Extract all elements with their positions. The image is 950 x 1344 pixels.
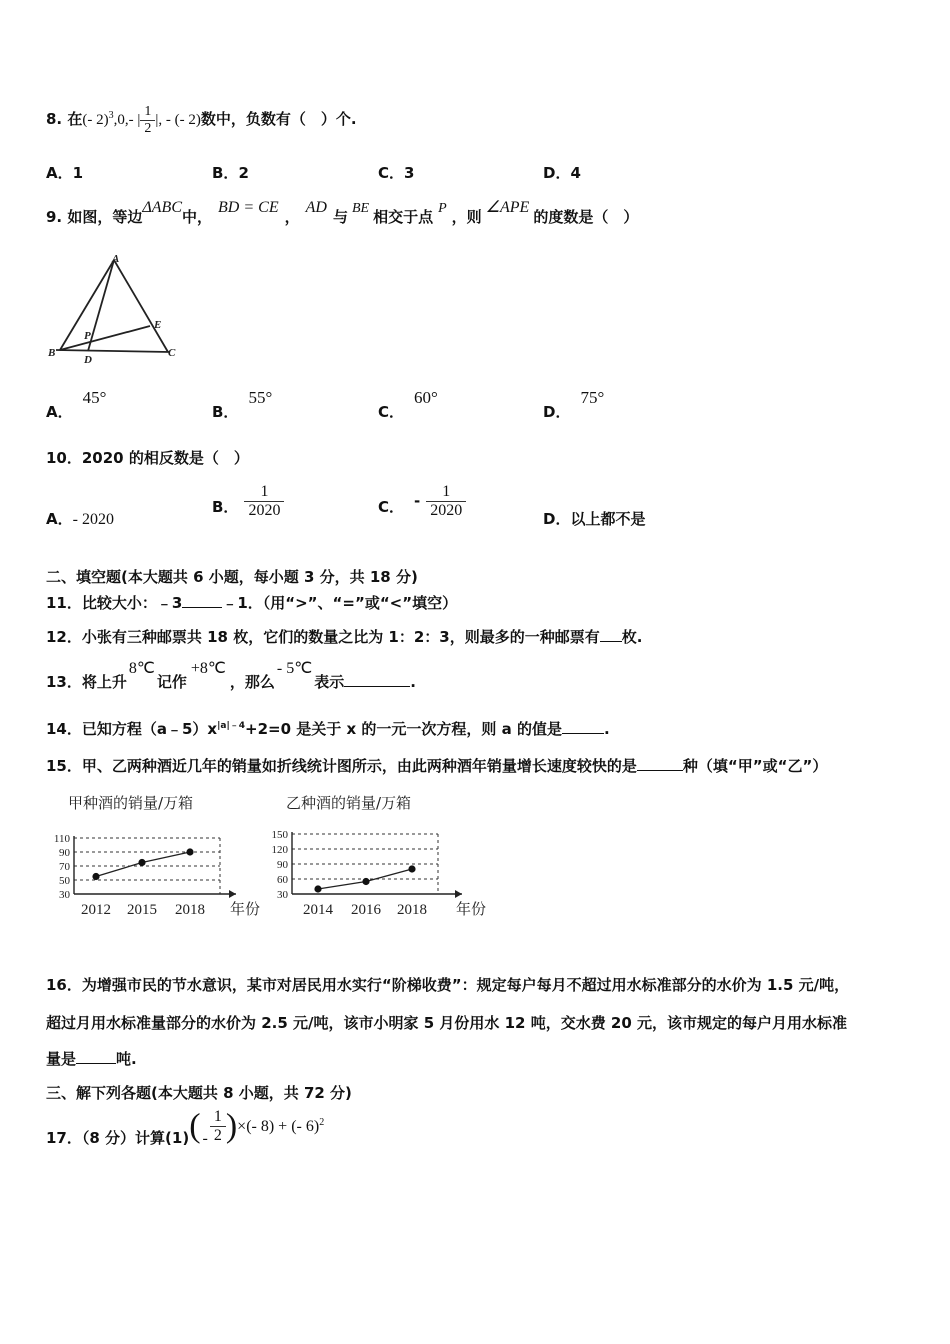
section-2-heading: 二、填空题(本大题共 6 小题，每小题 3 分，共 18 分) [46, 568, 418, 586]
data-point [138, 859, 145, 866]
q9-text-7: 的度数是（ ） [533, 208, 639, 226]
q12-stem: 12．小张有三种邮票共 18 枚，它们的数量之比为 1：2：3，则最多的一种邮票有 枚. [46, 628, 643, 646]
x-tick-label: 2016 [351, 902, 381, 918]
q13-blank[interactable] [344, 686, 410, 687]
q9-math-3: AD [305, 199, 327, 216]
y-tick-label: 60 [277, 874, 288, 886]
q9-math-1: ΔABC [142, 199, 182, 216]
q14-stem: 14．已知方程$(a﹣5)x^{|a|﹣4}+2=0$ 是关于 x 的一元一次方程，则 a 的值是 . [46, 720, 610, 738]
label-c: C [168, 347, 176, 359]
q9-math-2: BD = CE [218, 199, 279, 216]
y-tick-label: 50 [59, 875, 70, 887]
q9-option-a: A．45° [46, 388, 107, 421]
y-tick-label: 110 [53, 833, 70, 845]
q13-math-1: 8℃ [128, 660, 155, 677]
q10-option-d: D．以上都不是 [543, 510, 646, 528]
chart-title: 甲种酒的销量/万箱 [68, 794, 194, 812]
x-tick-label: 2018 [397, 902, 427, 918]
q8-number: 8. [46, 109, 63, 128]
data-point [408, 865, 415, 872]
q8-end: |, ‑ (‑ 2) [155, 111, 201, 128]
q9-math-4: BE [351, 201, 370, 216]
segment-be [60, 326, 150, 350]
q13-math-3: ‑ 5℃ [276, 660, 313, 677]
q9-option-c: C．60° [378, 388, 438, 421]
q9-stem [46, 196, 638, 228]
q10-option-b: B． $\frac{1}{2020}$ [212, 483, 284, 520]
y-tick-label: 70 [59, 861, 70, 873]
q9-option-d: D．75° [543, 388, 605, 421]
q8-base: (‑ 2) [82, 111, 109, 128]
x-tick-label: 2014 [303, 902, 333, 918]
q8-post: 数中，负数有（ ）个. [200, 109, 357, 128]
label-a: A [112, 253, 120, 265]
q17-frac-d: 2 [213, 1127, 222, 1144]
q9-text-5: 相交于点 [373, 208, 434, 226]
y-tick-label: 90 [277, 859, 288, 871]
q10-option-a: A．‑ 2020 [46, 510, 114, 528]
x-axis-label: 年份 [230, 900, 261, 918]
q10-b-frac-n: 1 [244, 483, 284, 502]
label-d: D [84, 354, 92, 366]
q16-line-2: 超过月用水标准量部分的水价为 2.5 元/吨，该市小明家 5 月份用水 12 吨，交水费 20 元，该市规定的每户月用水标准 [46, 1014, 848, 1032]
q9-text-2: 中， [182, 208, 213, 226]
q8-option-c: C．3 [378, 164, 415, 182]
side-ac [114, 260, 168, 352]
y-tick-label: 120 [271, 844, 288, 856]
y-tick-label: 90 [59, 847, 70, 859]
q11-blank[interactable] [182, 607, 222, 608]
q9-math-6: ∠APE [485, 199, 530, 216]
q17-stem: 17．（8 分）计算(1)( ‑ $\frac{1}{2}$ )×(‑ 8) + (‑ 6)$^2$ [46, 1107, 325, 1147]
q8-option-d: D．4 [543, 164, 581, 182]
q10-c-frac-n: 1 [426, 483, 466, 502]
q8-exp: 3 [108, 109, 114, 121]
q17-rest: ×(‑ 8) + (‑ 6) [237, 1118, 320, 1135]
q13-math-2: +8℃ [190, 660, 226, 677]
q9-text-1: 如图，等边 [67, 208, 143, 226]
chart-yi [266, 792, 486, 917]
q9-text-6: ，则 [451, 208, 482, 226]
side-bc [56, 350, 170, 352]
data-point [186, 848, 193, 855]
x-tick-label: 2015 [127, 902, 157, 918]
q16-line-3: 量是 吨. [46, 1050, 137, 1068]
q11-stem: 11．比较大小：﹣3 ﹣1．（用“>”、“=”或“<”填空） [46, 594, 458, 612]
label-p: P [84, 330, 91, 342]
q9-text-3: ， [284, 208, 300, 226]
y-tick-label: 150 [271, 829, 288, 841]
data-point [92, 873, 99, 880]
x-axis-arrow [229, 890, 236, 898]
q16-line-1: 16．为增强市民的节水意识，某市对居民用水实行“阶梯收费”：规定每户每月不超过用水标准部分的水价为 1.5 元/吨， [46, 976, 850, 994]
q17-exp: 2 [319, 1117, 325, 1128]
q9-triangle-figure [46, 252, 186, 368]
q9-number: 9. [46, 208, 63, 226]
q8-stem [46, 104, 357, 137]
q13-stem: 13．将上升8℃记作+8℃，那么‑ 5℃表示 . [46, 660, 416, 691]
q8-frac-d: 2 [144, 121, 152, 136]
q12-blank[interactable] [600, 641, 622, 642]
x-axis-arrow [455, 890, 462, 898]
q16-blank[interactable] [76, 1063, 116, 1064]
data-point [362, 878, 369, 885]
q8-option-b: B．2 [212, 164, 249, 182]
q15-blank[interactable] [637, 770, 683, 771]
q10-c-frac-d: 2020 [430, 502, 463, 519]
q10-stem: 10．2020 的相反数是（ ） [46, 449, 249, 467]
q15-stem: 15．甲、乙两种酒近几年的销量如折线统计图所示，由此两种酒年销量增长速度较快的是 种（填“甲”或“乙”） [46, 757, 828, 775]
q10-b-frac-d: 2020 [248, 502, 281, 519]
y-tick-label: 30 [59, 889, 70, 901]
section-3-heading: 三、解下列各题(本大题共 8 小题，共 72 分) [46, 1084, 352, 1102]
x-tick-label: 2018 [175, 902, 205, 918]
q17-frac-n: 1 [210, 1108, 226, 1127]
x-axis-label: 年份 [456, 900, 487, 918]
q14-blank[interactable] [562, 733, 604, 734]
label-e: E [154, 319, 162, 331]
q17-sign: ‑ [202, 1130, 208, 1147]
data-point [314, 885, 321, 892]
q8-option-a: A．1 [46, 164, 84, 182]
q9-option-b: B．55° [212, 388, 273, 421]
label-b: B [48, 347, 56, 359]
q8-mid: ,0,‑ | [113, 111, 141, 128]
x-tick-label: 2012 [81, 902, 111, 918]
q9-text-4: 与 [332, 208, 348, 226]
chart-title: 乙种酒的销量/万箱 [286, 794, 412, 812]
chart-jia [44, 792, 261, 918]
q8-frac-n: 1 [140, 104, 155, 121]
y-tick-label: 30 [277, 889, 288, 901]
q8-pre: 在 [67, 109, 83, 128]
q9-math-5: P [438, 201, 447, 216]
q10-option-c: C． ‑ $\frac{1}{2020}$ [378, 483, 466, 520]
